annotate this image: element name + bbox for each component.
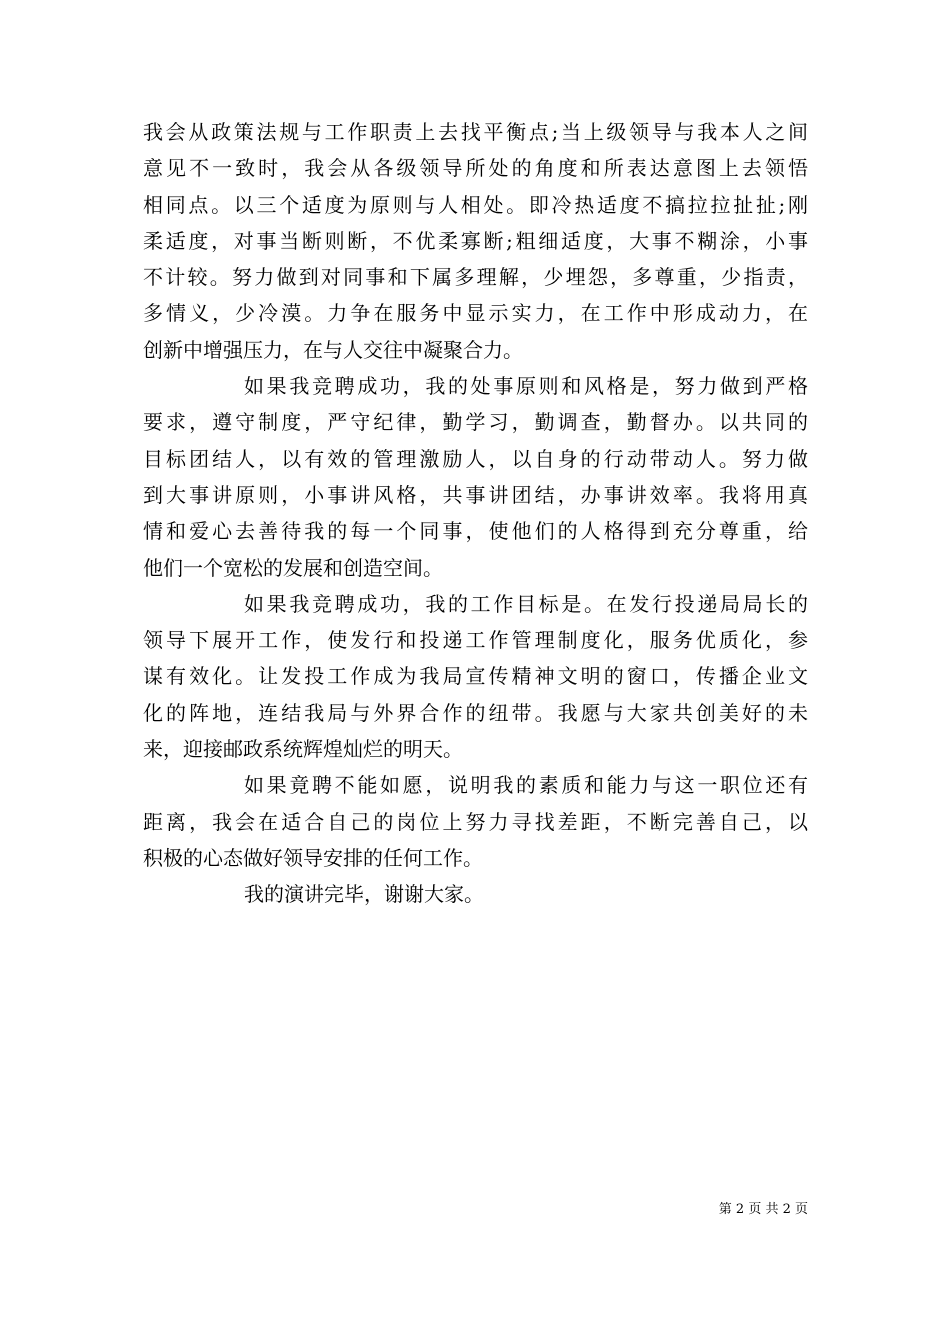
paragraph-line: 来，迎接邮政系统辉煌灿烂的明天。 (143, 737, 463, 762)
paragraph-line: 情和爱心去善待我的每一个同事，使他们的人格得到充分尊重，给 (143, 519, 808, 544)
paragraph-line: 创新中增强压力，在与人交往中凝聚合力。 (143, 337, 523, 362)
paragraph-4 (143, 767, 808, 876)
paragraph-5 (143, 876, 808, 912)
paragraph-line: 化的阵地，连结我局与外界合作的纽带。我愿与大家共创美好的未 (143, 700, 808, 725)
document-body (143, 114, 808, 913)
paragraph-line: 目标团结人，以有效的管理激励人，以自身的行动带动人。努力做 (143, 446, 808, 471)
paragraph-line: 意见不一致时，我会从各级领导所处的角度和所表达意图上去领悟 (143, 156, 808, 181)
paragraph-2 (143, 368, 808, 586)
paragraph-line: 不计较。努力做到对同事和下属多理解，少埋怨，多尊重，少指责， (143, 265, 808, 290)
paragraph-line: 相同点。以三个适度为原则与人相处。即冷热适度不搞拉拉扯扯;刚 (143, 192, 808, 217)
paragraph-line: 距离，我会在适合自己的岗位上努力寻找差距，不断完善自己，以 (143, 809, 808, 834)
page-number: 第 2 页 共 2 页 (718, 1202, 808, 1217)
paragraph-line: 我的演讲完毕，谢谢大家。 (244, 882, 484, 907)
paragraph-line: 到大事讲原则，小事讲风格，共事讲团结，办事讲效率。我将用真 (143, 482, 808, 507)
paragraph-line: 如果竟聘不能如愿，说明我的素质和能力与这一职位还有 (244, 773, 808, 798)
paragraph-line: 如果我竞聘成功，我的处事原则和风格是，努力做到严格 (244, 374, 808, 399)
paragraph-line: 谋有效化。让发投工作成为我局宣传精神文明的窗口，传播企业文 (143, 664, 808, 689)
paragraph-line: 柔适度，对事当断则断，不优柔寡断;粗细适度，大事不糊涂，小事 (143, 228, 808, 253)
paragraph-line: 多情义，少冷漠。力争在服务中显示实力，在工作中形成动力，在 (143, 301, 808, 326)
paragraph-line: 要求，遵守制度，严守纪律，勤学习，勤调查，勤督办。以共同的 (143, 410, 808, 435)
paragraph-line: 领导下展开工作，使发行和投递工作管理制度化，服务优质化，参 (143, 628, 808, 653)
paragraph-line: 积极的心态做好领导安排的任何工作。 (143, 845, 483, 870)
paragraph-1 (143, 114, 808, 368)
paragraph-3 (143, 586, 808, 767)
paragraph-line: 如果我竞聘成功，我的工作目标是。在发行投递局局长的 (244, 591, 808, 616)
paragraph-line: 他们一个宽松的发展和创造空间。 (143, 555, 443, 580)
paragraph-line: 我会从政策法规与工作职责上去找平衡点;当上级领导与我本人之间 (143, 120, 808, 144)
